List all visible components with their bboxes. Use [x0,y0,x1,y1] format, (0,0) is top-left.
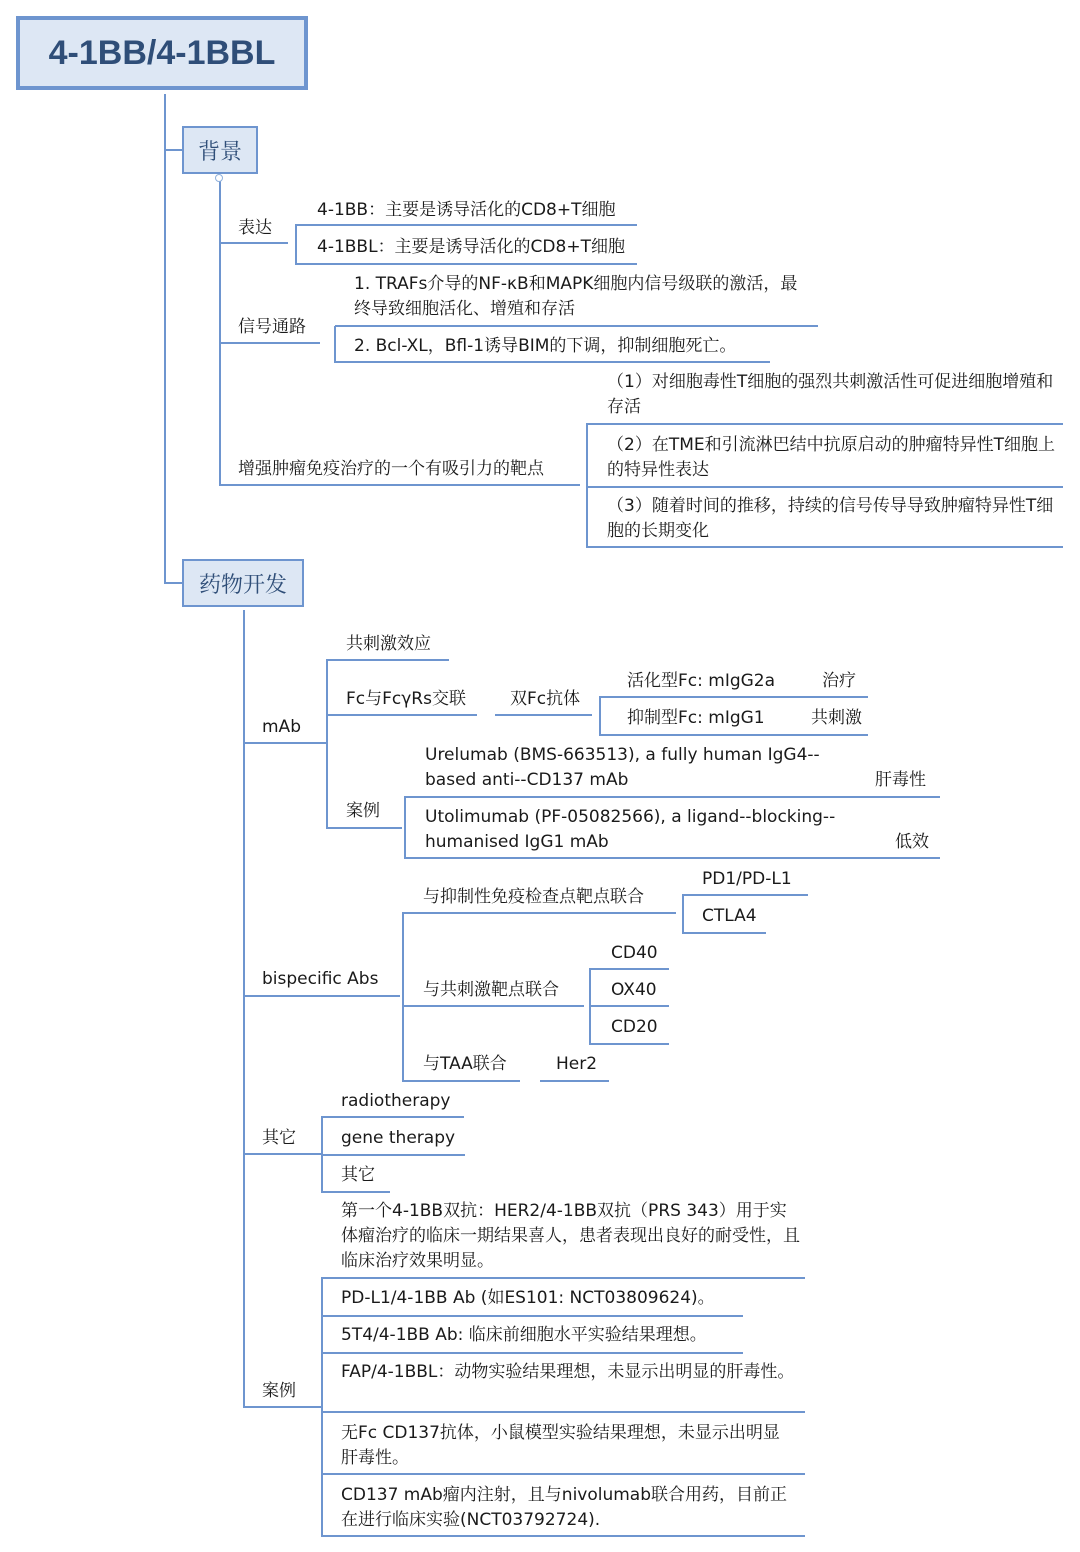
case-item-1[interactable]: 第一个4-1BB双抗：HER2/4-1BB双抗（PRS 343）用于实体瘤治疗的临床一期结果喜人，患者表现出良好的耐受性，且临床治疗效果明显。 [341,1201,800,1271]
case-item-4[interactable]: FAP/4-1BBL：动物实验结果理想，未显示出明显的肝毒性。 [341,1362,795,1382]
drug-cases-node[interactable]: 案例 [262,1381,296,1401]
collapse-toggle[interactable] [215,174,223,182]
ox40[interactable]: OX40 [611,980,657,1000]
active-fc[interactable]: 活化型Fc: mIgG2a [627,671,776,691]
costim-effect[interactable]: 共刺激效应 [346,634,431,654]
expression-node[interactable]: 表达 [238,218,272,238]
case-item-2[interactable]: PD-L1/4-1BB Ab (如ES101: NCT03809624)。 [341,1288,715,1308]
cd20[interactable]: CD20 [611,1017,658,1037]
expression-4-1bbl[interactable]: 4-1BBL：主要是诱导活化的CD8+T细胞 [317,237,625,257]
target-node[interactable]: 增强肿瘤免疫治疗的一个有吸引力的靶点 [238,459,544,479]
dual-fc-antibody[interactable]: 双Fc抗体 [510,689,581,709]
signaling-item-2[interactable]: 2. Bcl-XL，Bfl-1诱导BIM的下调，抑制细胞死亡。 [354,336,737,356]
bispecific-node[interactable]: bispecific Abs [262,969,379,989]
fc-crosslink-node[interactable]: Fc与FcγRs交联 [346,689,466,709]
target-item-1[interactable]: （1）对细胞毒性T细胞的强烈共刺激活性可促进细胞增殖和存活 [607,372,1054,417]
gene-therapy[interactable]: gene therapy [341,1128,456,1148]
expression-4-1bb[interactable]: 4-1BB：主要是诱导活化的CD8+T细胞 [317,200,616,220]
target-item-3[interactable]: （3）随着时间的推移，持续的信号传导导致肿瘤特异性T细胞的长期变化 [607,496,1054,541]
her2[interactable]: Her2 [556,1054,598,1074]
urelumab-case[interactable]: Urelumab (BMS-663513), a fully human IgG4--based anti--CD137 mAb [425,745,820,790]
case-item-6[interactable]: CD137 mAb瘤内注射，且与nivolumab联合用药，目前正在进行临床实验(NCT03792724). [341,1485,788,1530]
case-item-3[interactable]: 5T4/4-1BB Ab: 临床前细胞水平实验结果理想。 [341,1325,707,1345]
other-node[interactable]: 其它 [262,1128,296,1148]
active-fc-use[interactable]: 治疗 [822,671,856,691]
taa-combo[interactable]: 与TAA联合 [423,1054,507,1074]
urelumab-note[interactable]: 肝毒性 [875,770,926,790]
inhibitory-fc-use[interactable]: 共刺激 [811,708,862,728]
radiotherapy[interactable]: radiotherapy [341,1091,451,1111]
ctla4[interactable]: CTLA4 [702,906,757,926]
root-node[interactable]: 4-1BB/4-1BBL [16,16,308,90]
pd1-pdl1[interactable]: PD1/PD-L1 [702,869,792,889]
utolimumab-case[interactable]: Utolimumab (PF-05082566), a ligand--blocking--humanised IgG1 mAb [425,807,836,852]
cd40[interactable]: CD40 [611,943,658,963]
drug-development-node[interactable]: 药物开发 [182,559,304,607]
mab-cases-node[interactable]: 案例 [346,801,380,821]
background-node[interactable]: 背景 [182,126,258,174]
checkpoint-combo[interactable]: 与抑制性免疫检查点靶点联合 [423,887,644,907]
case-item-5[interactable]: 无Fc CD137抗体，小鼠模型实验结果理想，未显示出明显肝毒性。 [341,1423,780,1468]
other-item[interactable]: 其它 [341,1165,375,1185]
mab-node[interactable]: mAb [262,717,301,737]
signaling-node[interactable]: 信号通路 [238,317,306,337]
utolimumab-note[interactable]: 低效 [895,832,929,852]
signaling-item-1[interactable]: 1. TRAFs介导的NF-κB和MAPK细胞内信号级联的激活，最终导致细胞活化、增殖和存活 [354,274,798,319]
target-item-2[interactable]: （2）在TME和引流淋巴结中抗原启动的肿瘤特异性T细胞上的特异性表达 [607,435,1055,480]
costim-combo[interactable]: 与共刺激靶点联合 [423,980,559,1000]
inhibitory-fc[interactable]: 抑制型Fc: mIgG1 [627,708,765,728]
